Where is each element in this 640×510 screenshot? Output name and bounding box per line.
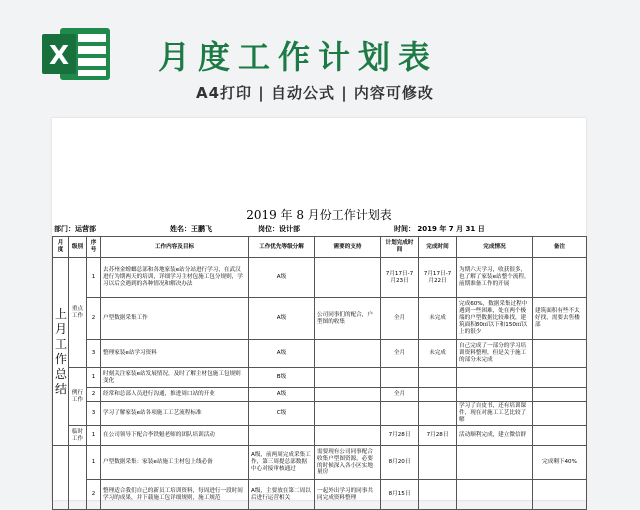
- plan-table: [52, 236, 587, 510]
- cell-plan: 7月28日: [381, 426, 419, 446]
- group-temp: 临时工作: [69, 426, 87, 446]
- cell-status: 活动顺利完成，建立微信群: [457, 426, 533, 446]
- cell-plan: 8月20日: [381, 446, 419, 480]
- col-priority: 工作优先等级分解: [249, 237, 315, 258]
- cell-status: 自己完成了一部分的学习培训资料整理，但是关于施工的部分未完成: [457, 340, 533, 368]
- cell-priority: A级: [249, 258, 315, 298]
- cell-done: [419, 402, 457, 426]
- cell-done: [419, 480, 457, 510]
- col-level: 级别: [69, 237, 87, 258]
- col-support: 需要的支持: [315, 237, 381, 258]
- cell-content: 整理家装e站学习资料: [101, 340, 249, 368]
- month-cell: 上月工作总结: [53, 258, 69, 446]
- cell-note: [533, 368, 587, 388]
- table-row: [53, 480, 587, 510]
- dept-field: 部门：运营部: [54, 225, 96, 233]
- cell-support: [315, 340, 381, 368]
- cell-support: [315, 368, 381, 388]
- cell-plan: [381, 368, 419, 388]
- cell-content: 时刻关注家装e站发展情况，及时了解主材包施工包规则变化: [101, 368, 249, 388]
- cell-priority: A级: [249, 340, 315, 368]
- cell-priority: C级: [249, 402, 315, 426]
- col-done-time: 完成时间: [419, 237, 457, 258]
- cell-note: [533, 402, 587, 426]
- cell-status: [457, 368, 533, 388]
- cell-priority: A级: [249, 298, 315, 340]
- cell-plan: 全月: [381, 298, 419, 340]
- cell-plan: 全月: [381, 388, 419, 402]
- meta-row: [52, 224, 586, 236]
- cell-no: 1: [87, 446, 101, 480]
- cell-no: 1: [87, 368, 101, 388]
- cell-support: [315, 258, 381, 298]
- cell-status: [457, 388, 533, 402]
- post-field: 岗位：设计部: [258, 225, 300, 233]
- cell-no: 2: [87, 298, 101, 340]
- cell-priority: A级，主要放在第二周以后进行运营相关: [249, 480, 315, 510]
- table-row: [53, 388, 587, 402]
- cell-content: 经常和总部人员进行沟通，推进周口站的开业: [101, 388, 249, 402]
- cell-priority: A级，前两周完成采集工作，第三周提总部数据中心对接审核通过: [249, 446, 315, 480]
- cell-support: 公司同事们的配合，户型图的收集: [315, 298, 381, 340]
- cell-content: 户型数据采集工作: [101, 298, 249, 340]
- cell-done: 7月17日-7月22日: [419, 258, 457, 298]
- table-row: [53, 368, 587, 388]
- header-row: [53, 237, 587, 258]
- group-key: 重点工作: [69, 258, 87, 368]
- sheet-title: 2019 年 8 月份工作计划表: [246, 208, 392, 222]
- name-field: 姓名：王鹏飞: [170, 225, 212, 233]
- table-row: [53, 340, 587, 368]
- cell-support: 需要现有公司同事配合收集户型图资源，必要的时候深入各小区实地量房: [315, 446, 381, 480]
- group-routine: 例行工作: [69, 368, 87, 426]
- cell-note: [533, 480, 587, 510]
- worksheet: [52, 118, 586, 500]
- cell-plan: 全月: [381, 340, 419, 368]
- cell-done: 未完成: [419, 340, 457, 368]
- hero-banner: [0, 0, 640, 118]
- cell-plan: [381, 402, 419, 426]
- cell-status: 完成60%，数据采集过程中遇到一些困难，处在两个极端的户型数据比较难找，建筑面积80㎡以下和150㎡以上的很少: [457, 298, 533, 340]
- cell-support: [315, 426, 381, 446]
- table-row: [53, 426, 587, 446]
- cell-no: 2: [87, 480, 101, 510]
- cell-no: 3: [87, 402, 101, 426]
- cell-content: 去苏州金螳螂总部和各地家装e站分站进行学习，在武汉进行为期两天的培训，详细学习主材包施工包分规则，学习以后会遇到的各种情况和解决办法: [101, 258, 249, 298]
- cell-support: 一起外出学习的同事共同完成资料整理: [315, 480, 381, 510]
- col-month: 月度: [53, 237, 69, 258]
- cell-status: [457, 446, 533, 480]
- cell-content: 整理适合我们自己的新员工培训资料，每周进行一段时间学习的成果，并下载施工包详细规则，施工规范: [101, 480, 249, 510]
- table-row: [53, 298, 587, 340]
- cell-no: 1: [87, 426, 101, 446]
- cell-done: [419, 368, 457, 388]
- col-note: 备注: [533, 237, 587, 258]
- table-row: [53, 258, 587, 298]
- logo-letter: X: [48, 41, 70, 71]
- cell-support: [315, 388, 381, 402]
- cell-content: 在公司领导下配合李铁魁老师的团队培训活动: [101, 426, 249, 446]
- cell-priority: B级: [249, 368, 315, 388]
- cell-note: [533, 388, 587, 402]
- cell-note: 建筑面积有些不太好找，需要去售楼部: [533, 298, 587, 340]
- cell-content: 学习了解家装e站各项施工工艺流程标准: [101, 402, 249, 426]
- cell-plan: 8月15日: [381, 480, 419, 510]
- cell-status: [457, 480, 533, 510]
- cell-note: [533, 258, 587, 298]
- cell-priority: A级: [249, 388, 315, 402]
- page-subtitle: A4打印 | 自动公式 | 内容可修改: [196, 84, 434, 102]
- col-status: 完成情况: [457, 237, 533, 258]
- cell-support: [315, 402, 381, 426]
- cell-plan: 7月17日-7月23日: [381, 258, 419, 298]
- cell-content: 户型数据采集：家装e站施工主材包上线必备: [101, 446, 249, 480]
- cell-note: [533, 426, 587, 446]
- cell-status: 为期六天学习，收获很多，也了解了家装e站整个流程，前期准备工作的开展: [457, 258, 533, 298]
- cell-done: 7月28日: [419, 426, 457, 446]
- cell-priority: [249, 426, 315, 446]
- cell-no: 2: [87, 388, 101, 402]
- excel-logo-icon: [42, 26, 112, 82]
- col-content: 工作内容及目标: [101, 237, 249, 258]
- cell-no: 3: [87, 340, 101, 368]
- cell-done: 未完成: [419, 298, 457, 340]
- page-title: 月度工作计划表: [158, 38, 439, 76]
- cell-done: [419, 388, 457, 402]
- table-row: [53, 446, 587, 480]
- time-field: 时间： 2019 年 7 月 31 日: [394, 225, 485, 233]
- col-no: 序号: [87, 237, 101, 258]
- cell-status: 学习了自皮书，还有培训课件，现在对施工工艺比较了解: [457, 402, 533, 426]
- col-plan-time: 计划完成时间: [381, 237, 419, 258]
- table-row: [53, 402, 587, 426]
- cell-note: 完成剩下40%: [533, 446, 587, 480]
- cell-note: [533, 340, 587, 368]
- cell-done: [419, 446, 457, 480]
- cell-no: 1: [87, 258, 101, 298]
